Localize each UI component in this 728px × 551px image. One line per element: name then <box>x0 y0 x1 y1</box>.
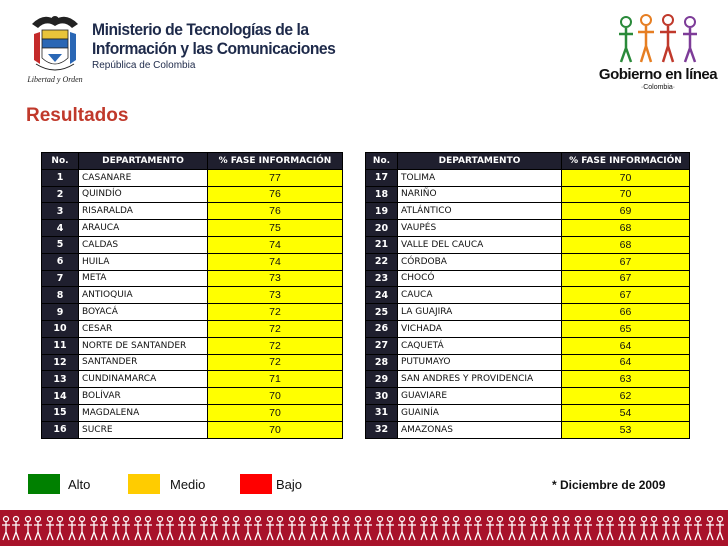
fase-value-cell: 67 <box>562 287 690 304</box>
fase-value-cell: 70 <box>562 169 690 186</box>
column-header-fase: % FASE INFORMACIÓN <box>562 153 690 170</box>
row-number: 29 <box>366 371 398 388</box>
row-number: 22 <box>366 253 398 270</box>
legend-swatch-alto <box>28 474 60 494</box>
row-number: 6 <box>42 253 79 270</box>
fase-value-cell: 70 <box>208 421 343 438</box>
fase-value-cell: 75 <box>208 220 343 237</box>
fase-value-cell: 74 <box>208 236 343 253</box>
departamento-cell: CALDAS <box>79 236 208 253</box>
table-row <box>42 220 343 237</box>
fase-value-cell: 67 <box>562 253 690 270</box>
departamento-cell: NORTE DE SANTANDER <box>79 337 208 354</box>
row-number: 24 <box>366 287 398 304</box>
column-header-departamento: DEPARTAMENTO <box>398 153 562 170</box>
column-header-fase: % FASE INFORMACIÓN <box>208 153 343 170</box>
brand-subtitle: ·Colombia· <box>640 84 676 91</box>
table-row <box>42 270 343 287</box>
table-row <box>366 220 690 237</box>
departamento-cell: BOLÍVAR <box>79 388 208 405</box>
table-row <box>42 304 343 321</box>
departamento-cell: TOLIMA <box>398 169 562 186</box>
row-number: 19 <box>366 203 398 220</box>
page-title: Resultados <box>26 105 129 126</box>
footnote-date: * Diciembre de 2009 <box>552 478 666 492</box>
fase-value-cell: 65 <box>562 320 690 337</box>
row-number: 27 <box>366 337 398 354</box>
fase-value-cell: 63 <box>562 371 690 388</box>
table-row <box>366 421 690 438</box>
row-number: 18 <box>366 186 398 203</box>
table-row <box>366 320 690 337</box>
table-row <box>366 236 690 253</box>
row-number: 4 <box>42 220 79 237</box>
fase-value-cell: 64 <box>562 354 690 371</box>
fase-value-cell: 72 <box>208 354 343 371</box>
row-number: 30 <box>366 388 398 405</box>
departamento-cell: VALLE DEL CAUCA <box>398 236 562 253</box>
table-row <box>42 404 343 421</box>
fase-value-cell: 71 <box>208 371 343 388</box>
fase-value-cell: 77 <box>208 169 343 186</box>
results-table-left <box>41 152 343 439</box>
table-row <box>42 337 343 354</box>
fase-value-cell: 73 <box>208 270 343 287</box>
departamento-cell: CASANARE <box>79 169 208 186</box>
table-row <box>366 404 690 421</box>
fase-value-cell: 68 <box>562 236 690 253</box>
departamento-cell: SUCRE <box>79 421 208 438</box>
table-row <box>366 287 690 304</box>
table-row <box>366 169 690 186</box>
row-number: 3 <box>42 203 79 220</box>
fase-value-cell: 68 <box>562 220 690 237</box>
table-header-row <box>42 153 343 170</box>
table-row <box>366 337 690 354</box>
departamento-cell: ATLÁNTICO <box>398 203 562 220</box>
fase-value-cell: 72 <box>208 304 343 321</box>
table-row <box>42 236 343 253</box>
departamento-cell: CESAR <box>79 320 208 337</box>
fase-value-cell: 54 <box>562 404 690 421</box>
departamento-cell: CUNDINAMARCA <box>79 371 208 388</box>
people-figures-icon <box>616 14 700 66</box>
fase-value-cell: 70 <box>562 186 690 203</box>
legend-label-alto: Alto <box>68 477 91 492</box>
table-header-row <box>366 153 690 170</box>
fase-value-cell: 69 <box>562 203 690 220</box>
row-number: 21 <box>366 236 398 253</box>
table-row <box>366 388 690 405</box>
legend-label-bajo: Bajo <box>276 477 303 492</box>
departamento-cell: VAUPÉS <box>398 220 562 237</box>
column-header-no: No. <box>42 153 79 170</box>
fase-value-cell: 70 <box>208 404 343 421</box>
departamento-cell: AMAZONAS <box>398 421 562 438</box>
row-number: 16 <box>42 421 79 438</box>
table-row <box>366 270 690 287</box>
ministry-logo-text <box>92 20 357 71</box>
departamento-cell: BOYACÁ <box>79 304 208 321</box>
column-header-departamento: DEPARTAMENTO <box>79 153 208 170</box>
ministry-line-2: Información y las Comunicaciones <box>92 39 336 58</box>
ministry-line-3: República de Colombia <box>92 60 196 71</box>
departamento-cell: SAN ANDRES Y PROVIDENCIA <box>398 371 562 388</box>
departamento-cell: CÓRDOBA <box>398 253 562 270</box>
fase-value-cell: 73 <box>208 287 343 304</box>
departamento-cell: PUTUMAYO <box>398 354 562 371</box>
row-number: 31 <box>366 404 398 421</box>
departamento-cell: RISARALDA <box>79 203 208 220</box>
brand-name: Gobierno en línea <box>598 66 718 83</box>
fase-value-cell: 76 <box>208 186 343 203</box>
fase-value-cell: 76 <box>208 203 343 220</box>
row-number: 26 <box>366 320 398 337</box>
row-number: 15 <box>42 404 79 421</box>
fase-value-cell: 66 <box>562 304 690 321</box>
departamento-cell: LA GUAJIRA <box>398 304 562 321</box>
departamento-cell: META <box>79 270 208 287</box>
row-number: 17 <box>366 169 398 186</box>
fase-value-cell: 62 <box>562 388 690 405</box>
table-row <box>42 186 343 203</box>
fase-value-cell: 64 <box>562 337 690 354</box>
departamento-cell: ANTIOQUIA <box>79 287 208 304</box>
fase-value-cell: 72 <box>208 337 343 354</box>
table-row <box>42 253 343 270</box>
row-number: 7 <box>42 270 79 287</box>
table-row <box>42 320 343 337</box>
column-header-no: No. <box>366 153 398 170</box>
table-row <box>42 388 343 405</box>
fase-value-cell: 70 <box>208 388 343 405</box>
row-number: 11 <box>42 337 79 354</box>
table-row <box>366 203 690 220</box>
header <box>0 0 728 100</box>
departamento-cell: GUAVIARE <box>398 388 562 405</box>
departamento-cell: ARAUCA <box>79 220 208 237</box>
table-row <box>366 354 690 371</box>
fase-value-cell: 74 <box>208 253 343 270</box>
row-number: 8 <box>42 287 79 304</box>
motto-text: Libertad y Orden <box>27 75 83 84</box>
row-number: 25 <box>366 304 398 321</box>
departamento-cell: NARIÑO <box>398 186 562 203</box>
table-row <box>42 203 343 220</box>
table-row <box>42 371 343 388</box>
row-number: 12 <box>42 354 79 371</box>
results-table-right <box>365 152 690 439</box>
fase-value-cell: 67 <box>562 270 690 287</box>
row-number: 2 <box>42 186 79 203</box>
departamento-cell: QUINDÍO <box>79 186 208 203</box>
row-number: 20 <box>366 220 398 237</box>
fase-value-cell: 53 <box>562 421 690 438</box>
table-row <box>366 186 690 203</box>
departamento-cell: SANTANDER <box>79 354 208 371</box>
departamento-cell: GUAINÍA <box>398 404 562 421</box>
departamento-cell: CAUCA <box>398 287 562 304</box>
departamento-cell: CAQUETÁ <box>398 337 562 354</box>
departamento-cell: VICHADA <box>398 320 562 337</box>
gobierno-en-linea-logo <box>598 14 718 96</box>
row-number: 9 <box>42 304 79 321</box>
table-row <box>42 287 343 304</box>
row-number: 10 <box>42 320 79 337</box>
table-row <box>42 421 343 438</box>
footer-banner <box>0 510 728 546</box>
legend-label-medio: Medio <box>170 477 206 492</box>
legend-swatch-bajo <box>240 474 272 494</box>
fase-value-cell: 72 <box>208 320 343 337</box>
row-number: 13 <box>42 371 79 388</box>
table-row <box>42 354 343 371</box>
legend-swatch-medio <box>128 474 160 494</box>
row-number: 28 <box>366 354 398 371</box>
table-row <box>366 371 690 388</box>
departamento-cell: HUILA <box>79 253 208 270</box>
departamento-cell: MAGDALENA <box>79 404 208 421</box>
people-pattern-icon <box>0 510 728 546</box>
row-number: 23 <box>366 270 398 287</box>
row-number: 32 <box>366 421 398 438</box>
table-row <box>366 304 690 321</box>
table-row <box>42 169 343 186</box>
ministry-line-1: Ministerio de Tecnologías de la <box>92 20 309 39</box>
table-row <box>366 253 690 270</box>
departamento-cell: CHOCÓ <box>398 270 562 287</box>
row-number: 14 <box>42 388 79 405</box>
row-number: 5 <box>42 236 79 253</box>
row-number: 1 <box>42 169 79 186</box>
